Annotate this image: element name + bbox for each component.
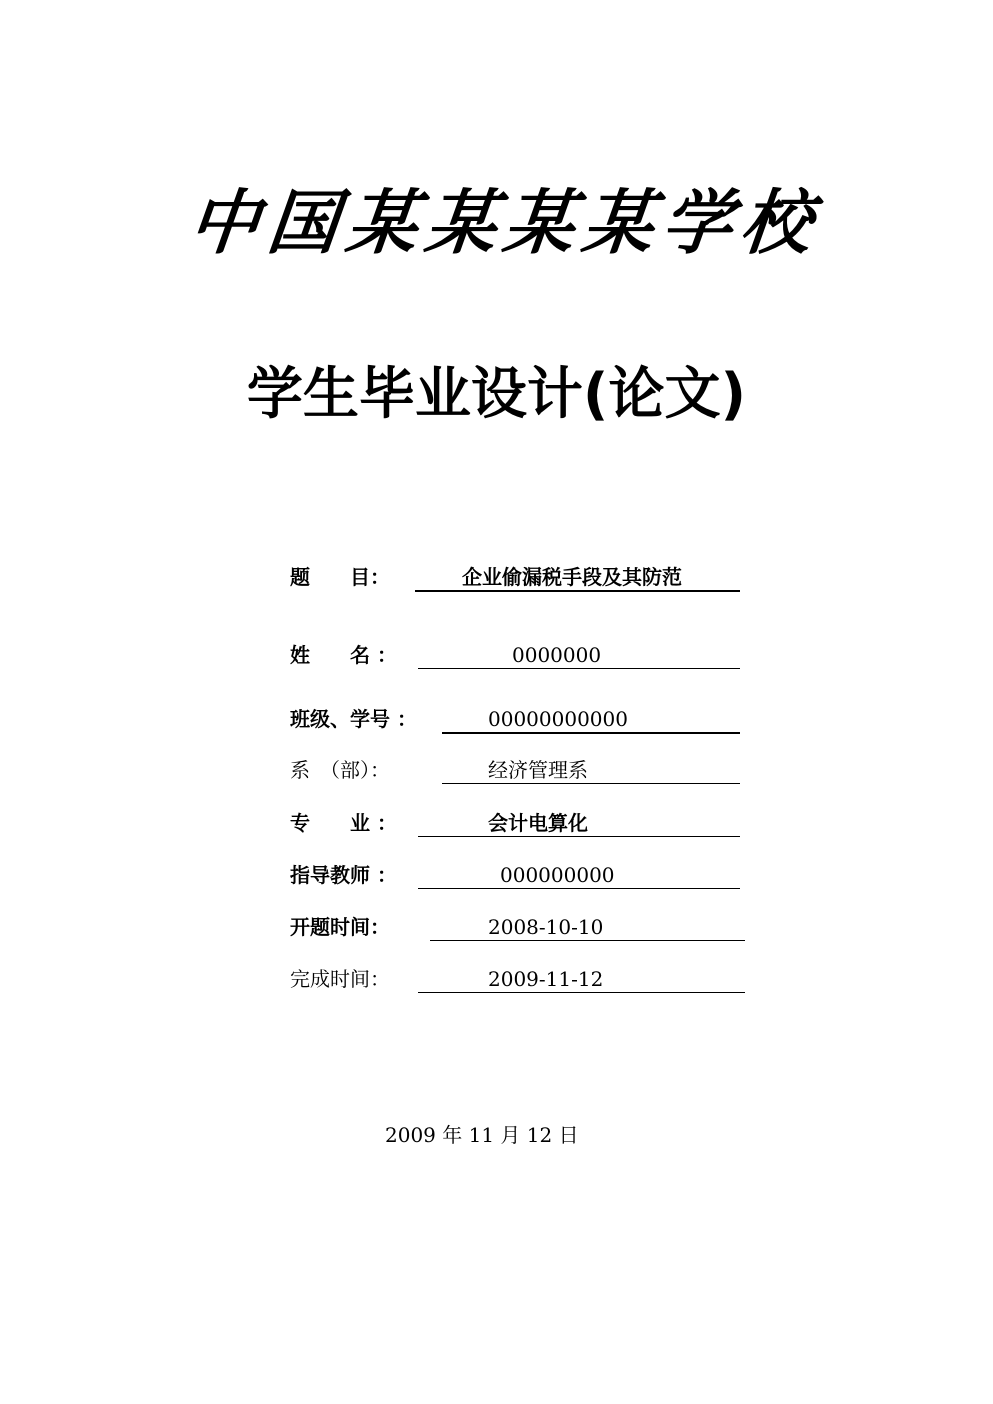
field-advisor-value: 000000000 xyxy=(500,863,615,887)
school-name-char: 某 xyxy=(342,181,422,264)
field-start-date-label: 开题时间： xyxy=(290,915,390,939)
field-start-date-value: 2008-10-10 xyxy=(488,915,604,939)
school-name-char: 国 xyxy=(263,181,343,264)
school-name-char: 中 xyxy=(184,181,264,264)
field-class-id-label: 班级、学号 ： xyxy=(290,707,417,731)
school-name-char: 某 xyxy=(421,181,500,264)
field-topic-label: 题 目： xyxy=(290,565,390,589)
school-name-char: 某 xyxy=(500,181,579,264)
field-topic-value: 企业偷漏税手段及其防范 xyxy=(462,565,682,589)
thesis-title: 学生毕业设计(论文) xyxy=(246,362,747,427)
field-end-date-label: 完成时间： xyxy=(290,967,390,991)
field-name-value: 0000000 xyxy=(512,643,602,667)
field-department-value: 经济管理系 xyxy=(488,758,588,782)
field-major-value: 会计电算化 xyxy=(488,811,588,835)
field-advisor-label: 指导教师 ： xyxy=(290,863,397,887)
field-major-label: 专 业 ： xyxy=(290,811,397,835)
school-name-char: 学 xyxy=(657,181,737,264)
school-name-char: 校 xyxy=(736,181,816,264)
school-name-char: 某 xyxy=(578,181,658,264)
field-name-label: 姓 名 ： xyxy=(290,643,397,667)
footer-date: 2009 年 11 月 12 日 xyxy=(385,1123,579,1147)
field-department-underline xyxy=(442,757,740,784)
field-end-date-value: 2009-11-12 xyxy=(488,967,604,991)
field-department-label: 系 （部）： xyxy=(290,758,390,782)
school-name xyxy=(185,178,815,268)
field-class-id-value: 00000000000 xyxy=(488,707,628,731)
